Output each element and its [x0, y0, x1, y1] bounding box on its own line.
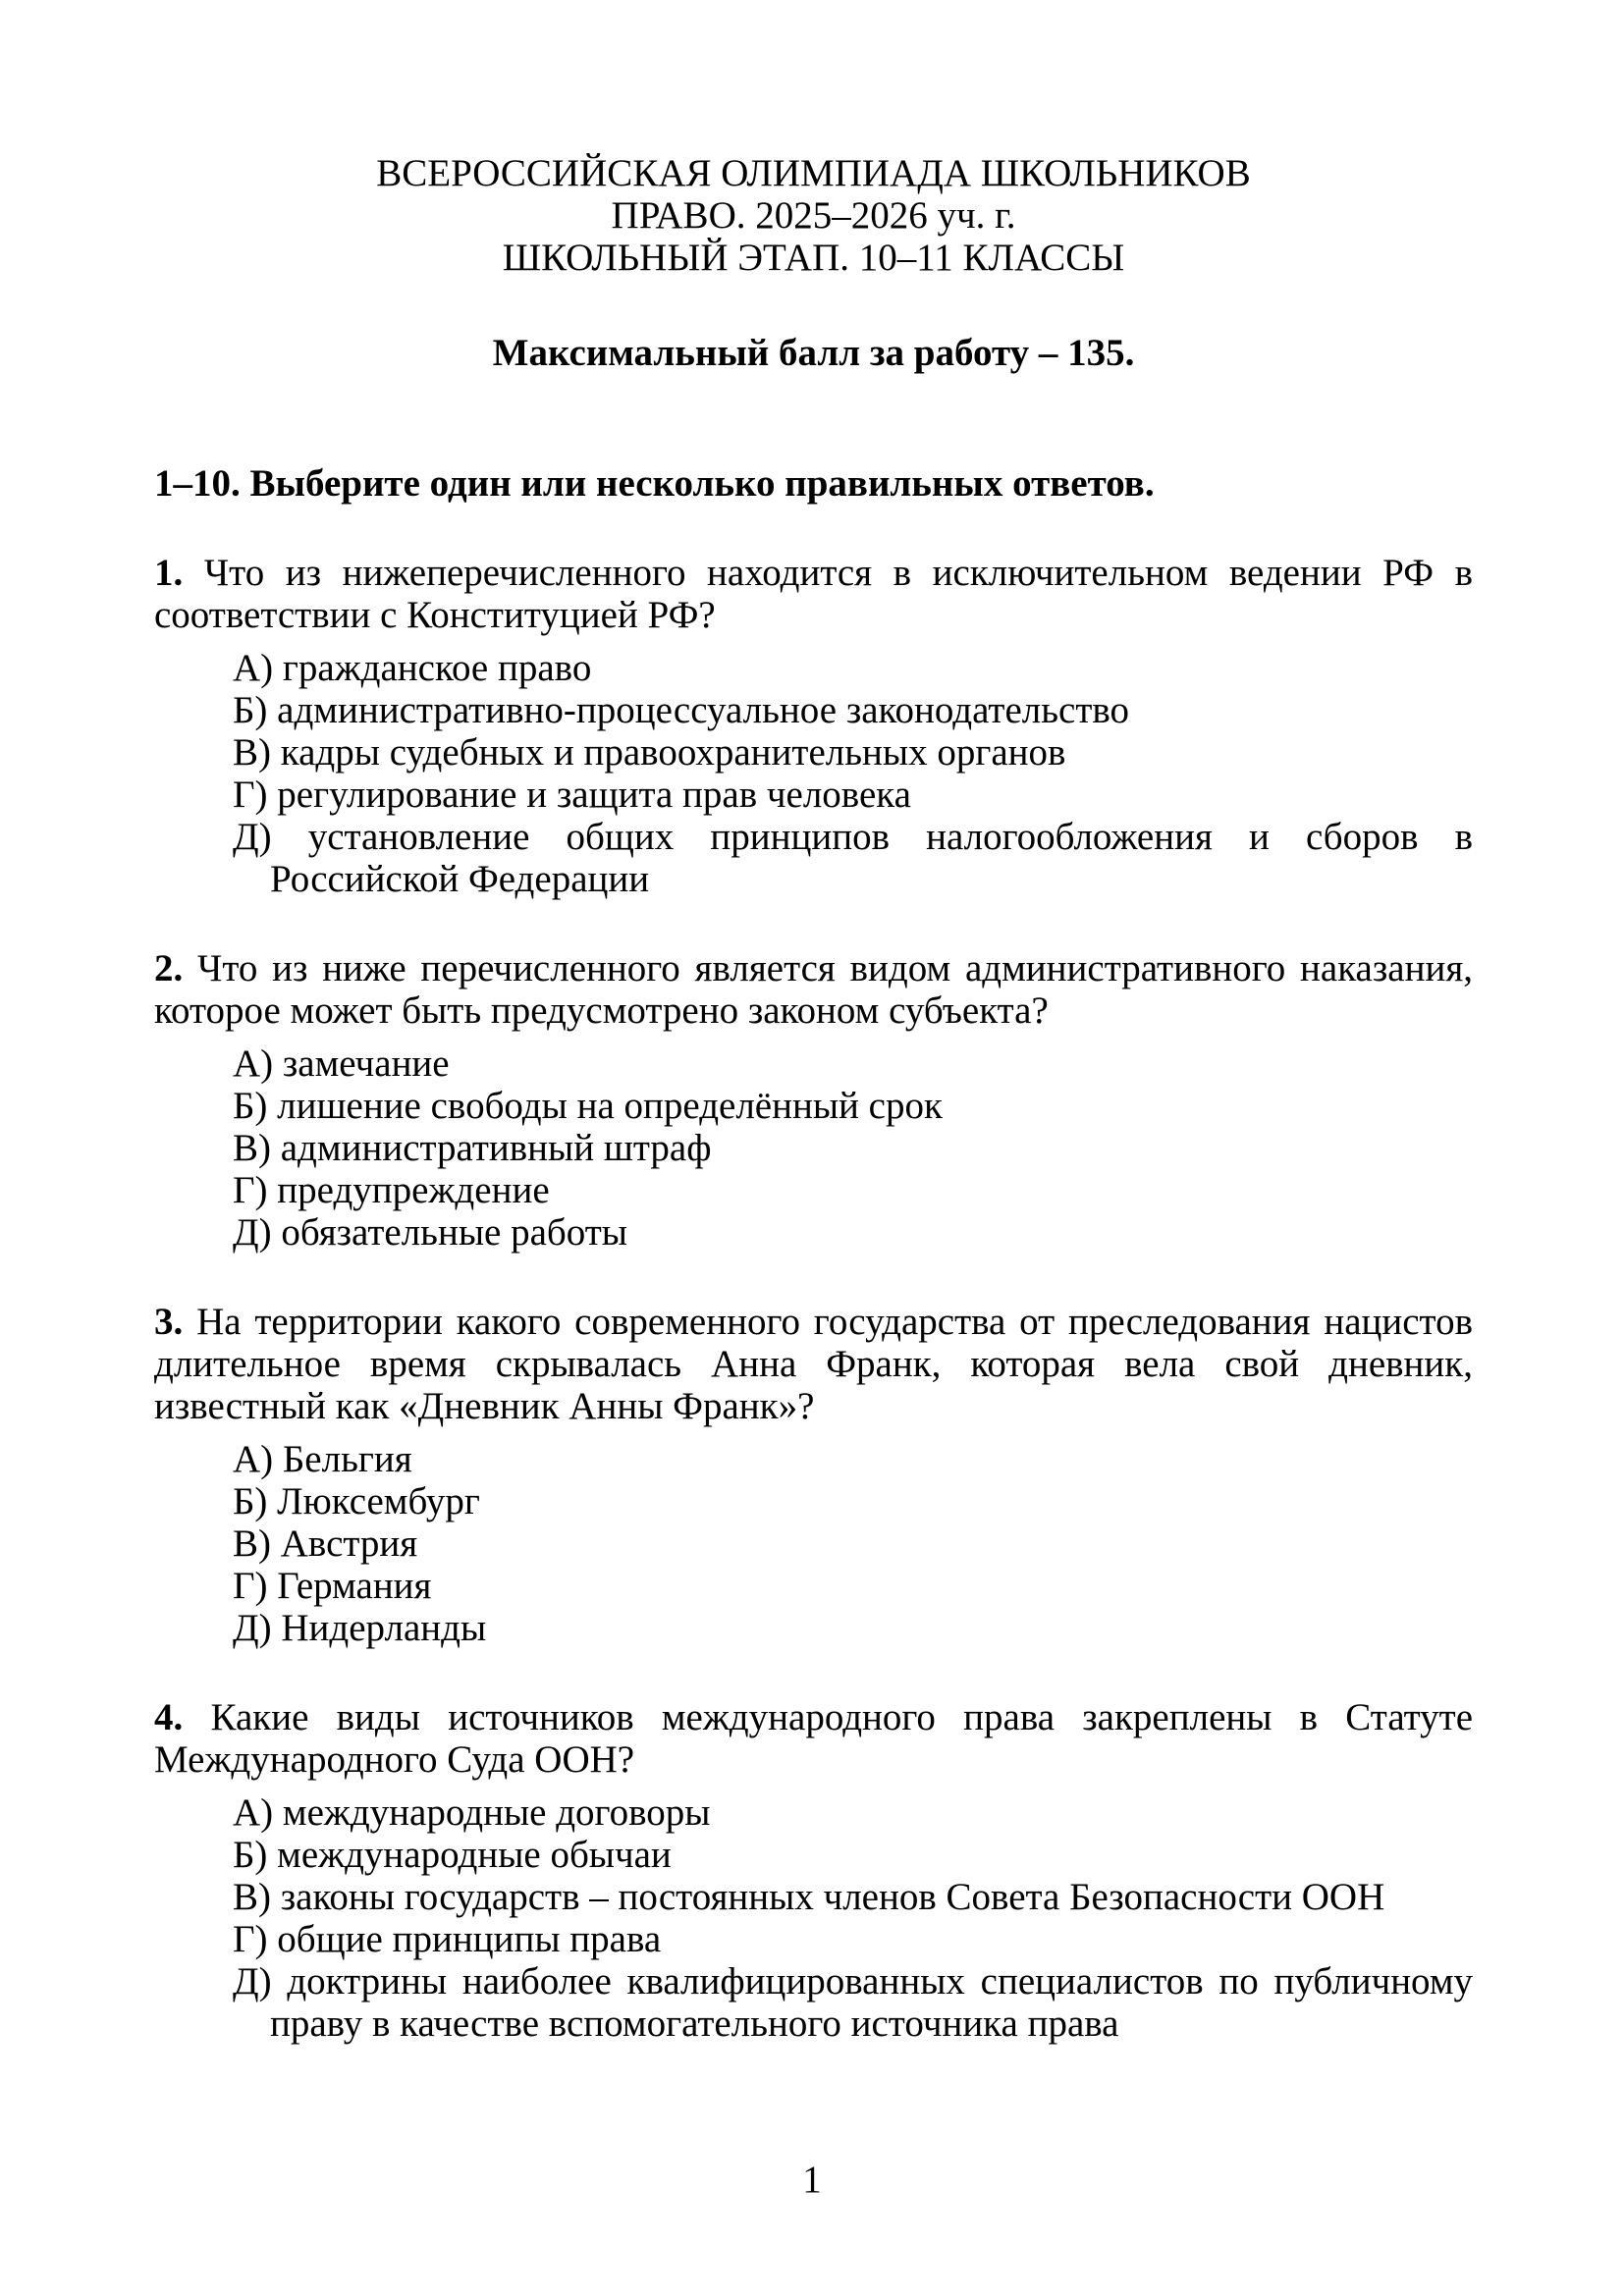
option-text: административный штраф	[280, 1127, 712, 1169]
option-item-b	[154, 1480, 1473, 1522]
option-item-d	[154, 1960, 1473, 2045]
option-text: Австрия	[280, 1522, 418, 1565]
option-label: В)	[233, 1522, 271, 1565]
question-body: Какие виды источников международного права закреплены в Статуте Международного Суда ООН?	[154, 1696, 1474, 1781]
option-label: Д)	[233, 1211, 272, 1254]
section-number: 1–10.	[154, 462, 241, 505]
option-text: установление общих принципов налогообложения и сборов в Российской Федерации	[270, 816, 1473, 900]
option-text: Бельгия	[282, 1438, 412, 1480]
options-list	[154, 1042, 1473, 1254]
option-label: Д)	[233, 1607, 272, 1649]
header-line-olympiad: ВСЕРОССИЙСКАЯ ОЛИМПИАДА ШКОЛЬНИКОВ	[376, 152, 1251, 194]
section-heading	[154, 462, 1473, 505]
question-body: Что из ниже перечисленного является видом административного наказания, которое может быть предусмотрено законом субъекта?	[154, 947, 1474, 1032]
option-item-b	[154, 1834, 1473, 1876]
header-line-subject-year: ПРАВО. 2025–2026 уч. г.	[611, 194, 1016, 237]
option-label: Г)	[233, 774, 268, 816]
question-text	[154, 1696, 1473, 1781]
option-text: доктрины наиболее квалифицированных специалистов по публичному праву в качестве вспомогательного источника права	[270, 1960, 1473, 2045]
option-text: гражданское право	[282, 647, 592, 689]
option-item-a	[154, 1791, 1473, 1834]
option-label: А)	[233, 1791, 274, 1834]
option-label: А)	[233, 647, 274, 689]
option-label: Г)	[233, 1918, 268, 1960]
option-text: замечание	[282, 1042, 450, 1085]
question-block-2	[154, 947, 1473, 1254]
option-label: Г)	[233, 1169, 268, 1211]
option-label: Д)	[233, 1960, 272, 2002]
options-list	[154, 1438, 1473, 1649]
option-item-a	[154, 1042, 1473, 1085]
option-item-v	[154, 731, 1473, 774]
options-list	[154, 647, 1473, 900]
question-number: 2.	[154, 947, 184, 989]
option-item-b	[154, 1085, 1473, 1127]
option-item-d	[154, 816, 1473, 900]
max-score-line: Максимальный балл за работу – 135.	[492, 332, 1135, 374]
question-text	[154, 552, 1473, 636]
question-text	[154, 1301, 1473, 1427]
option-text: лишение свободы на определённый срок	[277, 1085, 943, 1127]
option-label: Б)	[233, 1480, 268, 1522]
question-text	[154, 947, 1473, 1032]
question-block-1	[154, 552, 1473, 900]
header-line-stage-grades: ШКОЛЬНЫЙ ЭТАП. 10–11 КЛАССЫ	[502, 237, 1125, 279]
option-item-b	[154, 689, 1473, 731]
option-label: В)	[233, 731, 271, 774]
option-label: Д)	[233, 816, 272, 858]
doc-header	[154, 152, 1473, 279]
option-text: Германия	[277, 1565, 432, 1607]
option-item-g	[154, 1918, 1473, 1960]
option-text: Люксембург	[277, 1480, 480, 1522]
option-item-g	[154, 1169, 1473, 1211]
option-label: А)	[233, 1438, 274, 1480]
option-item-v	[154, 1522, 1473, 1565]
option-label: Б)	[233, 689, 268, 731]
option-item-v	[154, 1876, 1473, 1918]
option-item-d	[154, 1607, 1473, 1649]
option-label: В)	[233, 1127, 271, 1169]
option-text: общие принципы права	[277, 1918, 662, 1960]
question-body: Что из нижеперечисленного находится в исключительном ведении РФ в соответствии с Конституцией РФ?	[154, 552, 1474, 636]
question-body: На территории какого современного государства от преследования нацистов длительное время скрывалась Анна Франк, которая вела свой дневник, известный как «Дневник Анны Франк»?	[154, 1301, 1473, 1427]
option-label: Б)	[233, 1085, 268, 1127]
option-item-g	[154, 774, 1473, 816]
option-item-g	[154, 1565, 1473, 1607]
question-number: 4.	[154, 1696, 184, 1738]
question-block-4	[154, 1696, 1473, 2045]
option-item-a	[154, 1438, 1473, 1480]
options-list	[154, 1791, 1473, 2045]
option-label: А)	[233, 1042, 274, 1085]
option-text: международные обычаи	[277, 1834, 672, 1876]
option-label: Б)	[233, 1834, 268, 1876]
option-text: регулирование и защита прав человека	[277, 774, 911, 816]
option-text: Нидерланды	[281, 1607, 487, 1649]
option-item-v	[154, 1127, 1473, 1169]
option-label: Г)	[233, 1565, 268, 1607]
option-item-a	[154, 647, 1473, 689]
page-number: 1	[802, 2159, 822, 2201]
option-text: международные договоры	[282, 1791, 711, 1834]
option-text: законы государств – постоянных членов Совета Безопасности ООН	[280, 1876, 1385, 1918]
question-block-3	[154, 1301, 1473, 1649]
option-text: предупреждение	[277, 1169, 550, 1211]
option-item-d	[154, 1211, 1473, 1254]
section-title: Выберите один или несколько правильных ответов.	[249, 462, 1155, 505]
option-label: В)	[233, 1876, 271, 1918]
option-text: обязательные работы	[281, 1211, 627, 1254]
question-number: 1.	[154, 552, 184, 594]
option-text: кадры судебных и правоохранительных органов	[280, 731, 1066, 774]
option-text: административно-процессуальное законодательство	[277, 689, 1130, 731]
question-number: 3.	[154, 1301, 184, 1343]
